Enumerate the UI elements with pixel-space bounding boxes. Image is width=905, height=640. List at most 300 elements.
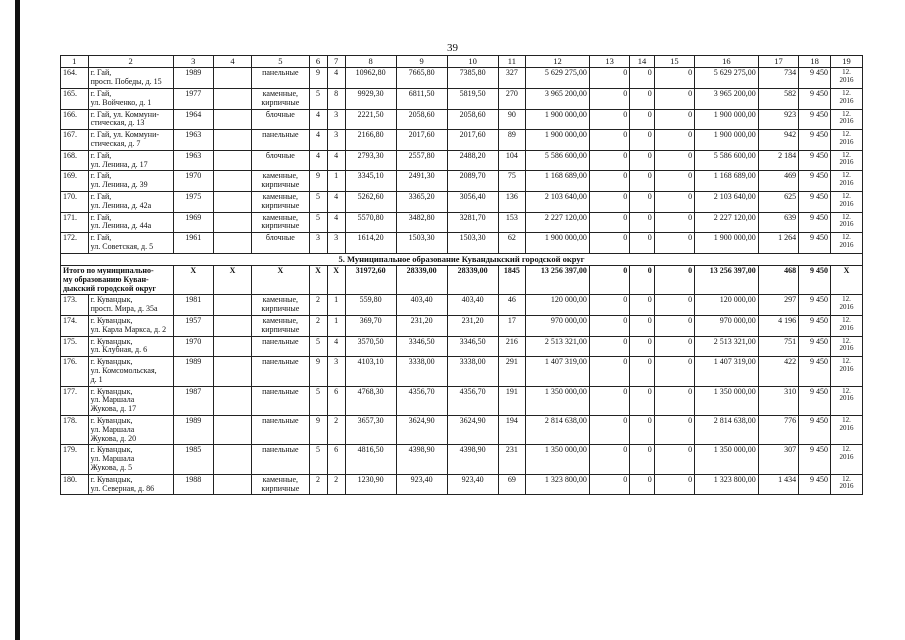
data-cell: 12. 2016	[831, 386, 863, 415]
table-row	[61, 88, 863, 109]
data-cell: 3346,50	[396, 336, 447, 357]
total-cell: X	[309, 266, 327, 295]
data-cell: 7665,80	[396, 68, 447, 89]
data-cell: 5	[309, 88, 327, 109]
data-cell: 120 000,00	[526, 295, 590, 316]
data-cell: 0	[654, 357, 694, 386]
data-cell: 12. 2016	[831, 150, 863, 171]
data-cell: 1 900 000,00	[526, 233, 590, 254]
data-cell: 194	[498, 415, 526, 444]
data-cell: 0	[589, 150, 629, 171]
data-cell: 1 900 000,00	[526, 130, 590, 151]
column-number-header: 2	[88, 56, 173, 68]
data-cell: блочные	[252, 233, 309, 254]
data-cell: панельные	[252, 336, 309, 357]
address-cell: г. Кувандык, ул. Северная, д. 86	[88, 474, 173, 495]
data-cell: 4	[309, 109, 327, 130]
data-cell: 0	[589, 233, 629, 254]
data-cell: каменные, кирпичные	[252, 474, 309, 495]
column-number-header: 4	[213, 56, 251, 68]
data-cell: 0	[630, 130, 654, 151]
data-cell: 0	[589, 130, 629, 151]
data-cell: 12. 2016	[831, 212, 863, 233]
data-cell: 4398,90	[447, 445, 498, 474]
column-number-header: 6	[309, 56, 327, 68]
data-cell: 0	[654, 191, 694, 212]
data-cell: 9929,30	[345, 88, 396, 109]
data-cell: 9 450	[799, 191, 831, 212]
data-cell: 12. 2016	[831, 445, 863, 474]
data-cell	[213, 415, 251, 444]
total-cell: X	[831, 266, 863, 295]
data-cell: 12. 2016	[831, 295, 863, 316]
data-cell: 2089,70	[447, 171, 498, 192]
column-number-header: 8	[345, 56, 396, 68]
data-cell: 4	[327, 336, 345, 357]
data-cell: 0	[654, 386, 694, 415]
data-cell: каменные, кирпичные	[252, 295, 309, 316]
data-cell: 0	[589, 445, 629, 474]
total-cell: 0	[589, 266, 629, 295]
data-cell: 2 513 321,00	[526, 336, 590, 357]
data-cell: 9	[309, 68, 327, 89]
data-cell: 9 450	[799, 212, 831, 233]
data-cell: 0	[654, 150, 694, 171]
data-cell: 0	[654, 233, 694, 254]
row-number: 172.	[61, 233, 89, 254]
data-cell: 231	[498, 445, 526, 474]
data-cell: 307	[758, 445, 798, 474]
address-cell: г. Гай, ул. Коммуни- стическая, д. 13	[88, 109, 173, 130]
data-cell: 10962,80	[345, 68, 396, 89]
data-cell: 5262,60	[345, 191, 396, 212]
data-cell: 9 450	[799, 386, 831, 415]
data-cell: 0	[630, 316, 654, 337]
data-cell: 1614,20	[345, 233, 396, 254]
data-cell: 5819,50	[447, 88, 498, 109]
data-cell: 2017,60	[396, 130, 447, 151]
total-cell: 28339,00	[447, 266, 498, 295]
row-number: 171.	[61, 212, 89, 233]
data-cell: 0	[630, 415, 654, 444]
data-cell: 12. 2016	[831, 415, 863, 444]
data-cell: 3338,00	[396, 357, 447, 386]
data-cell: 4	[309, 150, 327, 171]
total-cell: X	[327, 266, 345, 295]
table-row	[61, 474, 863, 495]
data-cell: 3	[309, 233, 327, 254]
data-cell: 4	[309, 130, 327, 151]
data-cell: 0	[654, 171, 694, 192]
data-cell: 12. 2016	[831, 336, 863, 357]
data-cell: 0	[589, 415, 629, 444]
data-cell: 0	[654, 295, 694, 316]
data-cell: 3624,90	[396, 415, 447, 444]
data-cell: панельные	[252, 386, 309, 415]
data-cell: 0	[630, 295, 654, 316]
address-cell: г. Гай, ул. Ленина, д. 42а	[88, 191, 173, 212]
data-cell: панельные	[252, 68, 309, 89]
data-cell: 12. 2016	[831, 88, 863, 109]
row-number: 176.	[61, 357, 89, 386]
data-cell: 1 900 000,00	[695, 130, 759, 151]
address-cell: г. Кувандык, ул. Маршала Жукова, д. 17	[88, 386, 173, 415]
data-cell: 1957	[173, 316, 213, 337]
table-row	[61, 336, 863, 357]
data-cell: 0	[654, 336, 694, 357]
data-cell: 9 450	[799, 415, 831, 444]
data-cell: 1985	[173, 445, 213, 474]
total-cell: X	[173, 266, 213, 295]
data-cell: 923	[758, 109, 798, 130]
data-cell: 5570,80	[345, 212, 396, 233]
row-number: 175.	[61, 336, 89, 357]
data-cell: 1969	[173, 212, 213, 233]
data-cell: 12. 2016	[831, 109, 863, 130]
data-cell: 0	[654, 212, 694, 233]
total-cell: 31972,60	[345, 266, 396, 295]
data-cell: 9 450	[799, 233, 831, 254]
data-cell: 3056,40	[447, 191, 498, 212]
column-number-header: 14	[630, 56, 654, 68]
data-cell: 0	[630, 357, 654, 386]
data-cell: 1 350 000,00	[695, 445, 759, 474]
data-cell: 0	[589, 336, 629, 357]
data-cell: 5 629 275,00	[526, 68, 590, 89]
address-cell: г. Кувандык, ул. Карла Маркса, д. 2	[88, 316, 173, 337]
data-cell: 5 629 275,00	[695, 68, 759, 89]
row-number: 178.	[61, 415, 89, 444]
data-cell: 5	[309, 386, 327, 415]
data-cell: 9 450	[799, 109, 831, 130]
data-cell: 2	[309, 316, 327, 337]
data-cell: 0	[630, 171, 654, 192]
data-cell: 1 434	[758, 474, 798, 495]
data-cell: 90	[498, 109, 526, 130]
data-cell: 0	[630, 109, 654, 130]
column-number-header: 9	[396, 56, 447, 68]
data-cell: 1977	[173, 88, 213, 109]
data-cell: 3 965 200,00	[695, 88, 759, 109]
data-cell: 403,40	[447, 295, 498, 316]
column-number-header: 10	[447, 56, 498, 68]
data-cell: 0	[589, 109, 629, 130]
data-cell: 2058,60	[396, 109, 447, 130]
data-cell: каменные, кирпичные	[252, 191, 309, 212]
data-cell: 120 000,00	[695, 295, 759, 316]
data-cell: 923,40	[447, 474, 498, 495]
data-cell: 751	[758, 336, 798, 357]
data-cell: 2 513 321,00	[695, 336, 759, 357]
data-cell: 2488,20	[447, 150, 498, 171]
data-cell: 5	[309, 212, 327, 233]
data-cell: 1503,30	[396, 233, 447, 254]
data-cell: 469	[758, 171, 798, 192]
data-cell: 0	[654, 445, 694, 474]
total-cell: X	[252, 266, 309, 295]
data-cell: каменные, кирпичные	[252, 88, 309, 109]
data-cell: 1 264	[758, 233, 798, 254]
data-cell: 75	[498, 171, 526, 192]
data-cell: 1 323 800,00	[526, 474, 590, 495]
column-number-header: 13	[589, 56, 629, 68]
data-cell: 12. 2016	[831, 357, 863, 386]
data-cell: 776	[758, 415, 798, 444]
data-cell: 4103,10	[345, 357, 396, 386]
data-cell: 3657,30	[345, 415, 396, 444]
data-cell: 2793,30	[345, 150, 396, 171]
total-cell: 13 256 397,00	[526, 266, 590, 295]
data-cell: 2166,80	[345, 130, 396, 151]
data-cell: 0	[589, 68, 629, 89]
data-cell: 4768,30	[345, 386, 396, 415]
data-cell: 625	[758, 191, 798, 212]
column-number-header: 17	[758, 56, 798, 68]
data-cell: 0	[630, 68, 654, 89]
data-cell	[213, 445, 251, 474]
data-cell: 216	[498, 336, 526, 357]
data-cell: 9 450	[799, 316, 831, 337]
row-number: 177.	[61, 386, 89, 415]
table-body-lower	[61, 295, 863, 495]
data-cell: 2 227 120,00	[526, 212, 590, 233]
data-cell: 1964	[173, 109, 213, 130]
data-cell: 0	[654, 88, 694, 109]
table-row	[61, 212, 863, 233]
data-cell	[213, 316, 251, 337]
data-cell: 1 900 000,00	[526, 109, 590, 130]
row-number: 180.	[61, 474, 89, 495]
row-number: 173.	[61, 295, 89, 316]
data-cell: 9 450	[799, 445, 831, 474]
data-cell: 0	[589, 386, 629, 415]
data-cell: блочные	[252, 109, 309, 130]
row-number: 179.	[61, 445, 89, 474]
data-cell: 9 450	[799, 68, 831, 89]
data-cell: 0	[589, 171, 629, 192]
data-cell: каменные, кирпичные	[252, 212, 309, 233]
data-cell: 1970	[173, 336, 213, 357]
data-cell: 2557,80	[396, 150, 447, 171]
data-cell: 9 450	[799, 88, 831, 109]
data-cell: 0	[589, 474, 629, 495]
address-cell: г. Гай, ул. Советская, д. 5	[88, 233, 173, 254]
data-cell: 3	[327, 233, 345, 254]
table-row	[61, 316, 863, 337]
column-number-row	[61, 56, 863, 68]
data-cell: 1963	[173, 130, 213, 151]
row-number: 170.	[61, 191, 89, 212]
data-cell: 0	[589, 316, 629, 337]
data-cell: 4398,90	[396, 445, 447, 474]
data-cell: 9 450	[799, 336, 831, 357]
data-cell: 0	[630, 212, 654, 233]
data-cell: 0	[654, 109, 694, 130]
data-cell: 4816,50	[345, 445, 396, 474]
total-cell: 28339,00	[396, 266, 447, 295]
data-cell: 2	[309, 474, 327, 495]
data-cell	[213, 171, 251, 192]
data-cell: 369,70	[345, 316, 396, 337]
data-cell: 0	[630, 191, 654, 212]
data-cell	[213, 88, 251, 109]
data-cell: 4356,70	[447, 386, 498, 415]
data-cell: 1	[327, 171, 345, 192]
data-cell: 4	[327, 191, 345, 212]
data-cell: панельные	[252, 415, 309, 444]
address-cell: г. Кувандык, ул. Маршала Жукова, д. 5	[88, 445, 173, 474]
data-cell: 4	[327, 68, 345, 89]
table-row	[61, 109, 863, 130]
data-cell: 0	[589, 88, 629, 109]
data-cell: 9 450	[799, 171, 831, 192]
section-title: 5. Муниципальное образование Кувандыкский городской округ	[61, 253, 863, 265]
total-label: Итого по муниципально- му образованию Куван- дыкский городской округ	[61, 266, 174, 295]
row-number: 168.	[61, 150, 89, 171]
column-number-header: 5	[252, 56, 309, 68]
data-cell: каменные, кирпичные	[252, 171, 309, 192]
data-cell: 153	[498, 212, 526, 233]
data-cell: 89	[498, 130, 526, 151]
data-cell: 12. 2016	[831, 130, 863, 151]
data-cell: 5 586 600,00	[526, 150, 590, 171]
data-cell: 6	[327, 386, 345, 415]
address-cell: г. Гай, ул. Ленина, д. 17	[88, 150, 173, 171]
data-cell: 1 407 319,00	[695, 357, 759, 386]
data-cell: 0	[630, 150, 654, 171]
section-block	[61, 253, 863, 295]
data-cell: панельные	[252, 357, 309, 386]
data-cell: 3	[327, 357, 345, 386]
data-cell: 3624,90	[447, 415, 498, 444]
data-cell: 1989	[173, 357, 213, 386]
total-row	[61, 266, 863, 295]
data-cell: 0	[654, 474, 694, 495]
data-cell: 2 184	[758, 150, 798, 171]
total-cell: 9 450	[799, 266, 831, 295]
data-cell: 1 168 689,00	[695, 171, 759, 192]
data-cell: 291	[498, 357, 526, 386]
data-cell: 1	[327, 295, 345, 316]
data-cell: 0	[630, 445, 654, 474]
data-cell: 970 000,00	[526, 316, 590, 337]
data-cell: 327	[498, 68, 526, 89]
data-cell: 3	[327, 130, 345, 151]
data-cell: 1503,30	[447, 233, 498, 254]
table-row	[61, 68, 863, 89]
data-cell: 9 450	[799, 130, 831, 151]
data-cell: 5	[309, 336, 327, 357]
column-number-header: 7	[327, 56, 345, 68]
data-cell: 2 814 638,00	[695, 415, 759, 444]
data-cell	[213, 357, 251, 386]
total-cell: 0	[630, 266, 654, 295]
page-number: 39	[447, 42, 458, 54]
row-number: 165.	[61, 88, 89, 109]
data-cell: 12. 2016	[831, 233, 863, 254]
data-cell: 0	[630, 88, 654, 109]
row-number: 174.	[61, 316, 89, 337]
data-cell: 3365,20	[396, 191, 447, 212]
section-header-row	[61, 253, 863, 265]
data-cell: 0	[589, 295, 629, 316]
data-cell: блочные	[252, 150, 309, 171]
data-cell: панельные	[252, 130, 309, 151]
data-cell: 639	[758, 212, 798, 233]
data-cell: 12. 2016	[831, 191, 863, 212]
row-number: 167.	[61, 130, 89, 151]
data-cell	[213, 109, 251, 130]
data-cell: каменные, кирпичные	[252, 316, 309, 337]
data-cell: 1 350 000,00	[526, 386, 590, 415]
data-cell: 2221,50	[345, 109, 396, 130]
table-row	[61, 130, 863, 151]
data-cell: 0	[630, 386, 654, 415]
data-cell: 2	[327, 474, 345, 495]
table-row	[61, 233, 863, 254]
data-cell: 12. 2016	[831, 171, 863, 192]
data-cell: 270	[498, 88, 526, 109]
data-cell: 6811,50	[396, 88, 447, 109]
data-cell: 0	[630, 233, 654, 254]
data-cell: 2 814 638,00	[526, 415, 590, 444]
data-cell: 3570,50	[345, 336, 396, 357]
column-number-header: 12	[526, 56, 590, 68]
data-cell: 3346,50	[447, 336, 498, 357]
data-cell	[213, 386, 251, 415]
data-cell: 2 103 640,00	[695, 191, 759, 212]
data-cell: 46	[498, 295, 526, 316]
data-cell: 5	[309, 445, 327, 474]
data-cell: 4	[327, 150, 345, 171]
address-cell: г. Кувандык, ул. Комсомольская, д. 1	[88, 357, 173, 386]
data-cell	[213, 68, 251, 89]
scan-edge-bar	[15, 0, 20, 640]
data-cell: 1961	[173, 233, 213, 254]
data-cell: 12. 2016	[831, 316, 863, 337]
data-cell: 1 168 689,00	[526, 171, 590, 192]
data-cell: 0	[630, 474, 654, 495]
data-cell: 1 407 319,00	[526, 357, 590, 386]
table-row	[61, 445, 863, 474]
data-cell	[213, 212, 251, 233]
data-cell	[213, 295, 251, 316]
data-cell: 1 900 000,00	[695, 109, 759, 130]
data-cell: 9 450	[799, 150, 831, 171]
data-cell: 1230,90	[345, 474, 396, 495]
data-cell: 4 196	[758, 316, 798, 337]
address-cell: г. Кувандык, ул. Клубная, д. 6	[88, 336, 173, 357]
total-cell: 0	[654, 266, 694, 295]
table-row	[61, 150, 863, 171]
column-number-header: 3	[173, 56, 213, 68]
data-cell: панельные	[252, 445, 309, 474]
data-cell: 8	[327, 88, 345, 109]
data-cell: 734	[758, 68, 798, 89]
data-cell: 970 000,00	[695, 316, 759, 337]
data-cell: 3 965 200,00	[526, 88, 590, 109]
data-cell: 0	[589, 212, 629, 233]
data-cell: 2017,60	[447, 130, 498, 151]
total-cell: 13 256 397,00	[695, 266, 759, 295]
data-cell: 0	[654, 130, 694, 151]
data-cell: 310	[758, 386, 798, 415]
data-cell: 559,80	[345, 295, 396, 316]
table-row	[61, 386, 863, 415]
data-cell: 12. 2016	[831, 474, 863, 495]
data-cell: 942	[758, 130, 798, 151]
data-cell: 3	[327, 109, 345, 130]
